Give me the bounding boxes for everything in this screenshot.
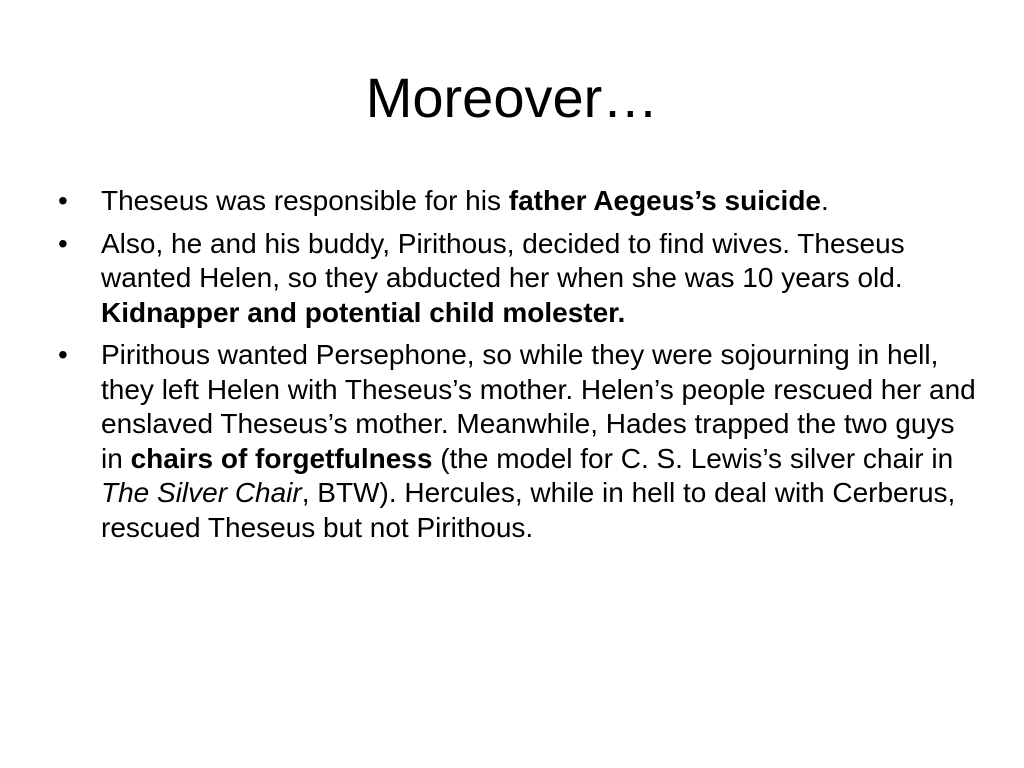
bullet-text: . [821,185,829,216]
bullet-dot-icon: • [58,227,68,259]
bullet-emphasis-text: Kidnapper and potential child molester. [101,296,626,328]
bullet-item [56,227,976,331]
bullet-text: (the model for C. S. Lewis’s silver chair in [432,442,954,474]
bullet-dot-icon: • [58,185,68,216]
bullet-emphasis-text: chairs of forgetfulness [130,442,433,474]
slide-title: Moreover… [365,66,659,129]
bullet-dot-icon: • [58,339,68,370]
bullet-item [56,338,976,545]
bullet-emphasis-text: father Aegeus’s suicide [508,185,822,216]
bullet-italic-text: The Silver Chair [101,477,302,508]
bullet-text: Theseus was responsible for his [101,185,509,216]
bullet-item [56,184,976,219]
bullet-text: , BTW). Hercules, while in hell to deal with Cerberus, rescued Theseus but not Pirithous. [101,477,956,543]
bullet-list [56,184,976,553]
bullet-text: Also, he and his buddy, Pirithous, decided to find wives. Theseus wanted Helen, so they abducted her when she was 10 years old. [101,227,905,293]
bullet-text: Pirithous wanted Persephone, so while they were sojourning in hell, they left Helen with Theseus’s mother. Helen’s people rescued her and enslaved Theseus’s mother. Meanwhile, Hades trapped the two guys in [101,339,976,474]
